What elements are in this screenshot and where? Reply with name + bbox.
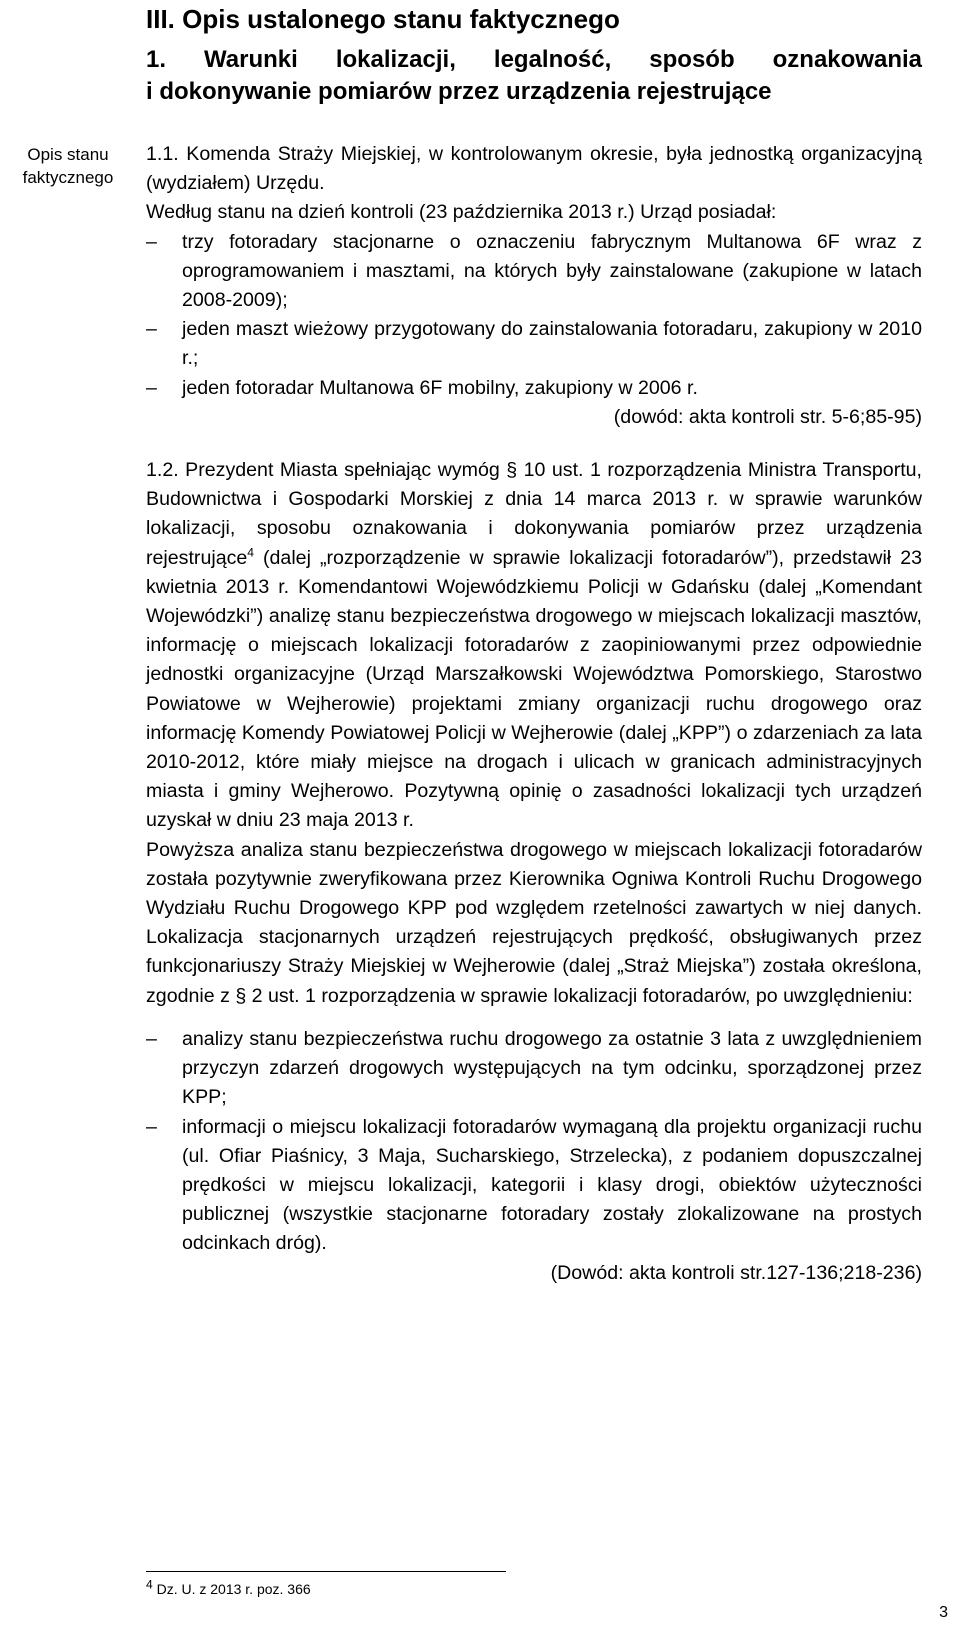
evidence-note-2: (Dowód: akta kontroli str.127-136;218-236) (550, 1261, 922, 1284)
subsection-title-line1: 1. Warunki lokalizacji, legalność, sposób oznakowania (146, 46, 922, 73)
spacer (146, 432, 922, 456)
footnote-text: Dz. U. z 2013 r. poz. 366 (152, 1581, 311, 1597)
page-number: 3 (939, 1604, 948, 1621)
section-title: III. Opis ustalonego stanu faktycznego (146, 4, 620, 34)
footnote (146, 1577, 311, 1598)
margin-note-line2: faktycznego (22, 168, 114, 187)
paragraph-1-1-state: Według stanu na dzień kontroli (23 października 2013 r.) Urząd posiadał: (146, 201, 777, 224)
margin-note-line1: Opis stanu (27, 145, 109, 164)
dash-bullet-icon: – (146, 1115, 157, 1138)
footnote-number: 4 (146, 1577, 153, 1592)
list-item: – analizy stanu bezpieczeństwa ruchu drogowego za ostatnie 3 lata z uwzględnieniem przyczyn zdarzeń drogowych występujących na tym odcinku, sporządzonej przez KPP; (146, 1025, 922, 1113)
dash-bullet-icon: – (146, 1027, 157, 1050)
dash-bullet-icon: – (146, 230, 157, 253)
considerations-list (146, 1025, 922, 1259)
list-item: – jeden fotoradar Multanowa 6F mobilny, zakupiony w 2006 r. (146, 374, 922, 403)
subsection-title-line2: i dokonywanie pomiarów przez urządzenia rejestrujące (146, 78, 772, 105)
margin-note (8, 143, 128, 189)
paragraph-1-2: 1.2. Prezydent Miasta spełniając wymóg § 10 ust. 1 rozporządzenia Ministra Transportu, Budownictwa i Gospodarki Morskiej z dnia 14 marca 2013 r. w sprawie warunków lokalizacji, sposobu oznakowania i dokonywania pomiarów przez urządzenia rejestrujące$^4$ (dalej „rozporządzenie w sprawie lokalizacji fotoradarów”), przedstawił 23 kwietnia 2013 r. Komendantowi Wojewódzkiemu Policji w Gdańsku (dalej „Komendant Wojewódzki”) analizę stanu bezpieczeństwa drogowego w miejscach lokalizacji masztów, informację o miejscach lokalizacji fotoradarów z zaopiniowanymi przez odpowiednie jednostki organizacyjne (Urząd Marszałkowski Województwa Pomorskiego, Starostwo Powiatowe w Wejherowie) projektami zmiany organizacji ruchu drogowego oraz informację Komendy Powiatowej Policji w Wejherowie (dalej „KPP”) o zdarzeniach za lata 2010-2012, które miały miejsce na drogach i ulicach w granicach administracyjnych miasta i gminy Wejherowo. Pozytywną opinię o zasadności lokalizacji tych urządzeń uzyskał w dniu 23 maja 2013 r. (146, 459, 922, 832)
subsection-title (146, 44, 922, 108)
equipment-list (146, 228, 922, 403)
list-item: – informacji o miejscu lokalizacji fotoradarów wymaganą dla projektu organizacji ruchu (ul. Ofiar Piaśnicy, 3 Maja, Sucharskiego, Strzelecka), z podaniem dopuszczalnej prędkości w miejscu lokalizacji, kategorii i klasy drogi, obiektów użyteczności publicznej (wszystkie stacjonarne fotoradary zostały zlokalizowane na prostych odcinkach dróg). (146, 1113, 922, 1259)
paragraph-analysis: Powyższa analiza stanu bezpieczeństwa drogowego w miejscach lokalizacji fotoradarów została pozytywnie zweryfikowana przez Kierownika Ogniwa Kontroli Ruchu Drogowego Wydziału Ruchu Drogowego KPP pod względem rzetelności zawartych w niej danych. Lokalizacja stacjonarnych urządzeń rejestrujących prędkość, obsługiwanych przez funkcjonariuszy Straży Miejskiej w Wejherowie (dalej „Straż Miejska”) została określona, zgodnie z § 2 ust. 1 rozporządzenia w sprawie lokalizacji fotoradarów, po uwzględnieniu: (146, 838, 922, 1007)
list-item: – trzy fotoradary stacjonarne o oznaczeniu fabrycznym Multanowa 6F wraz z oprogramowaniem i masztami, na których były zainstalowane (zakupione w latach 2008-2009); (146, 228, 922, 316)
dash-bullet-icon: – (146, 318, 157, 341)
paragraph-1-1-intro: 1.1. Komenda Straży Miejskiej, w kontrolowanym okresie, była jednostką organizacyjną (wydziałem) Urzędu. (146, 143, 922, 195)
dash-bullet-icon: – (146, 376, 157, 399)
footnote-reference: 4 (247, 545, 254, 560)
list-item: – jeden maszt wieżowy przygotowany do zainstalowania fotoradaru, zakupiony w 2010 r.; (146, 315, 922, 373)
main-text (146, 140, 922, 1288)
evidence-note-1: (dowód: akta kontroli str. 5-6;85-95) (613, 405, 922, 428)
footnote-divider (146, 1571, 506, 1572)
